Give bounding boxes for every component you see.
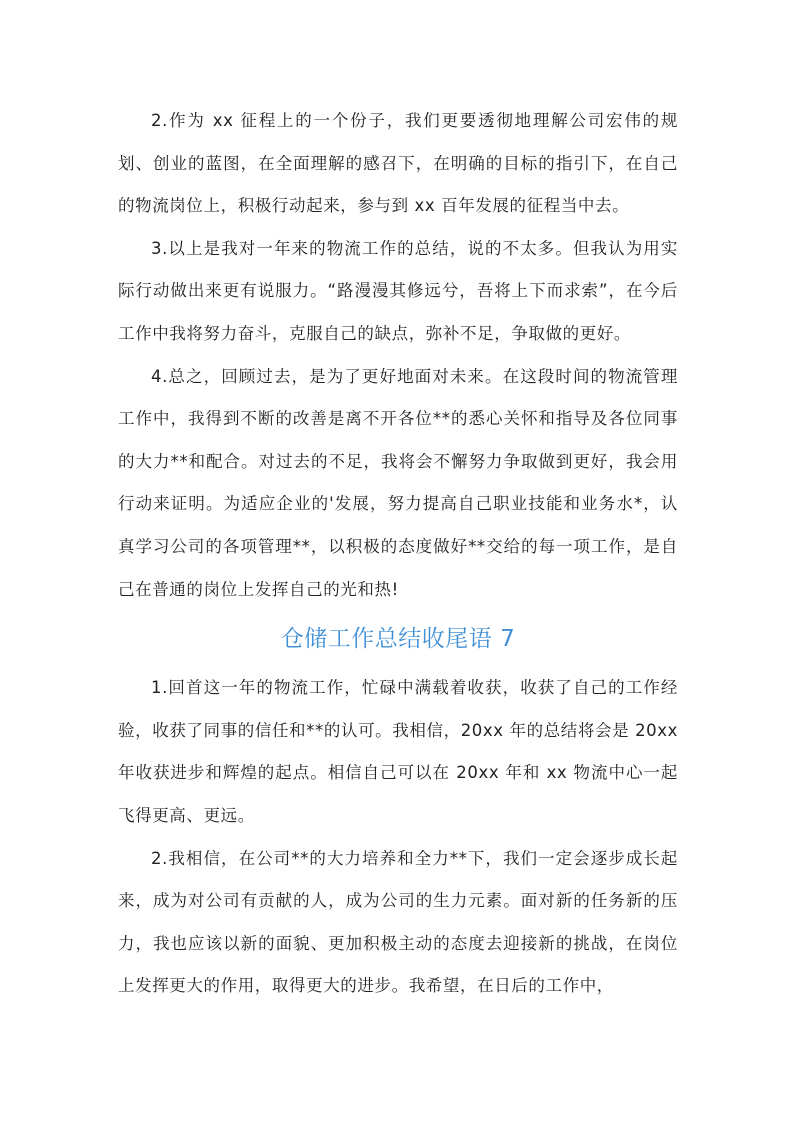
paragraph-4-conclusion: 4.总之，回顾过去，是为了更好地面对未来。在这段时间的物流管理工作中，我得到不断的改善是离不开各位**的悉心关怀和指导及各位同事的大力**和配合。对过去的不足，我将会不懈努力争取做到更好，我会用行动来证明。为适应企业的'发展，努力提高自己职业技能和业务水*，认真学习公司的各项管理**，以积极的态度做好**交给的每一项工作，是自己在普通的岗位上发挥自己的光和热! — [118, 366, 678, 599]
paragraph-2-blueprint: 2.作为 xx 征程上的一个份子，我们更要透彻地理解公司宏伟的规划、创业的蓝图，在全面理解的感召下，在明确的目标的指引下，在自己的物流岗位上，积极行动起来，参与到 xx 百年发展的征程当中去。 — [118, 111, 678, 216]
document-body — [118, 100, 678, 1008]
paragraph-1-review: 1.回首这一年的物流工作，忙碌中满载着收获，收获了自己的工作经验，收获了同事的信任和**的认可。我相信，20xx 年的总结将会是 20xx 年收获进步和辉煌的起点。相信自己可以在 20xx 年和 xx 物流中心一起飞得更高、更远。 — [118, 678, 678, 825]
paragraph-2-belief: 2.我相信，在公司**的大力培养和全力**下，我们一定会逐步成长起来，成为对公司有贡献的人，成为公司的生力元素。面对新的任务新的压力，我也应该以新的面貌、更加积极主动的态度去迎接新的挑战，在岗位上发挥更大的作用，取得更大的进步。我希望，在日后的工作中， — [118, 848, 678, 996]
section-heading: 仓储工作总结收尾语 7 — [280, 626, 516, 653]
paragraph-3-summary: 3.以上是我对一年来的物流工作的总结，说的不太多。但我认为用实际行动做出来更有说服力。“路漫漫其修远兮，吾将上下而求索”，在今后工作中我将努力奋斗，克服自己的缺点，弥补不足，争取做的更好。 — [118, 238, 678, 343]
